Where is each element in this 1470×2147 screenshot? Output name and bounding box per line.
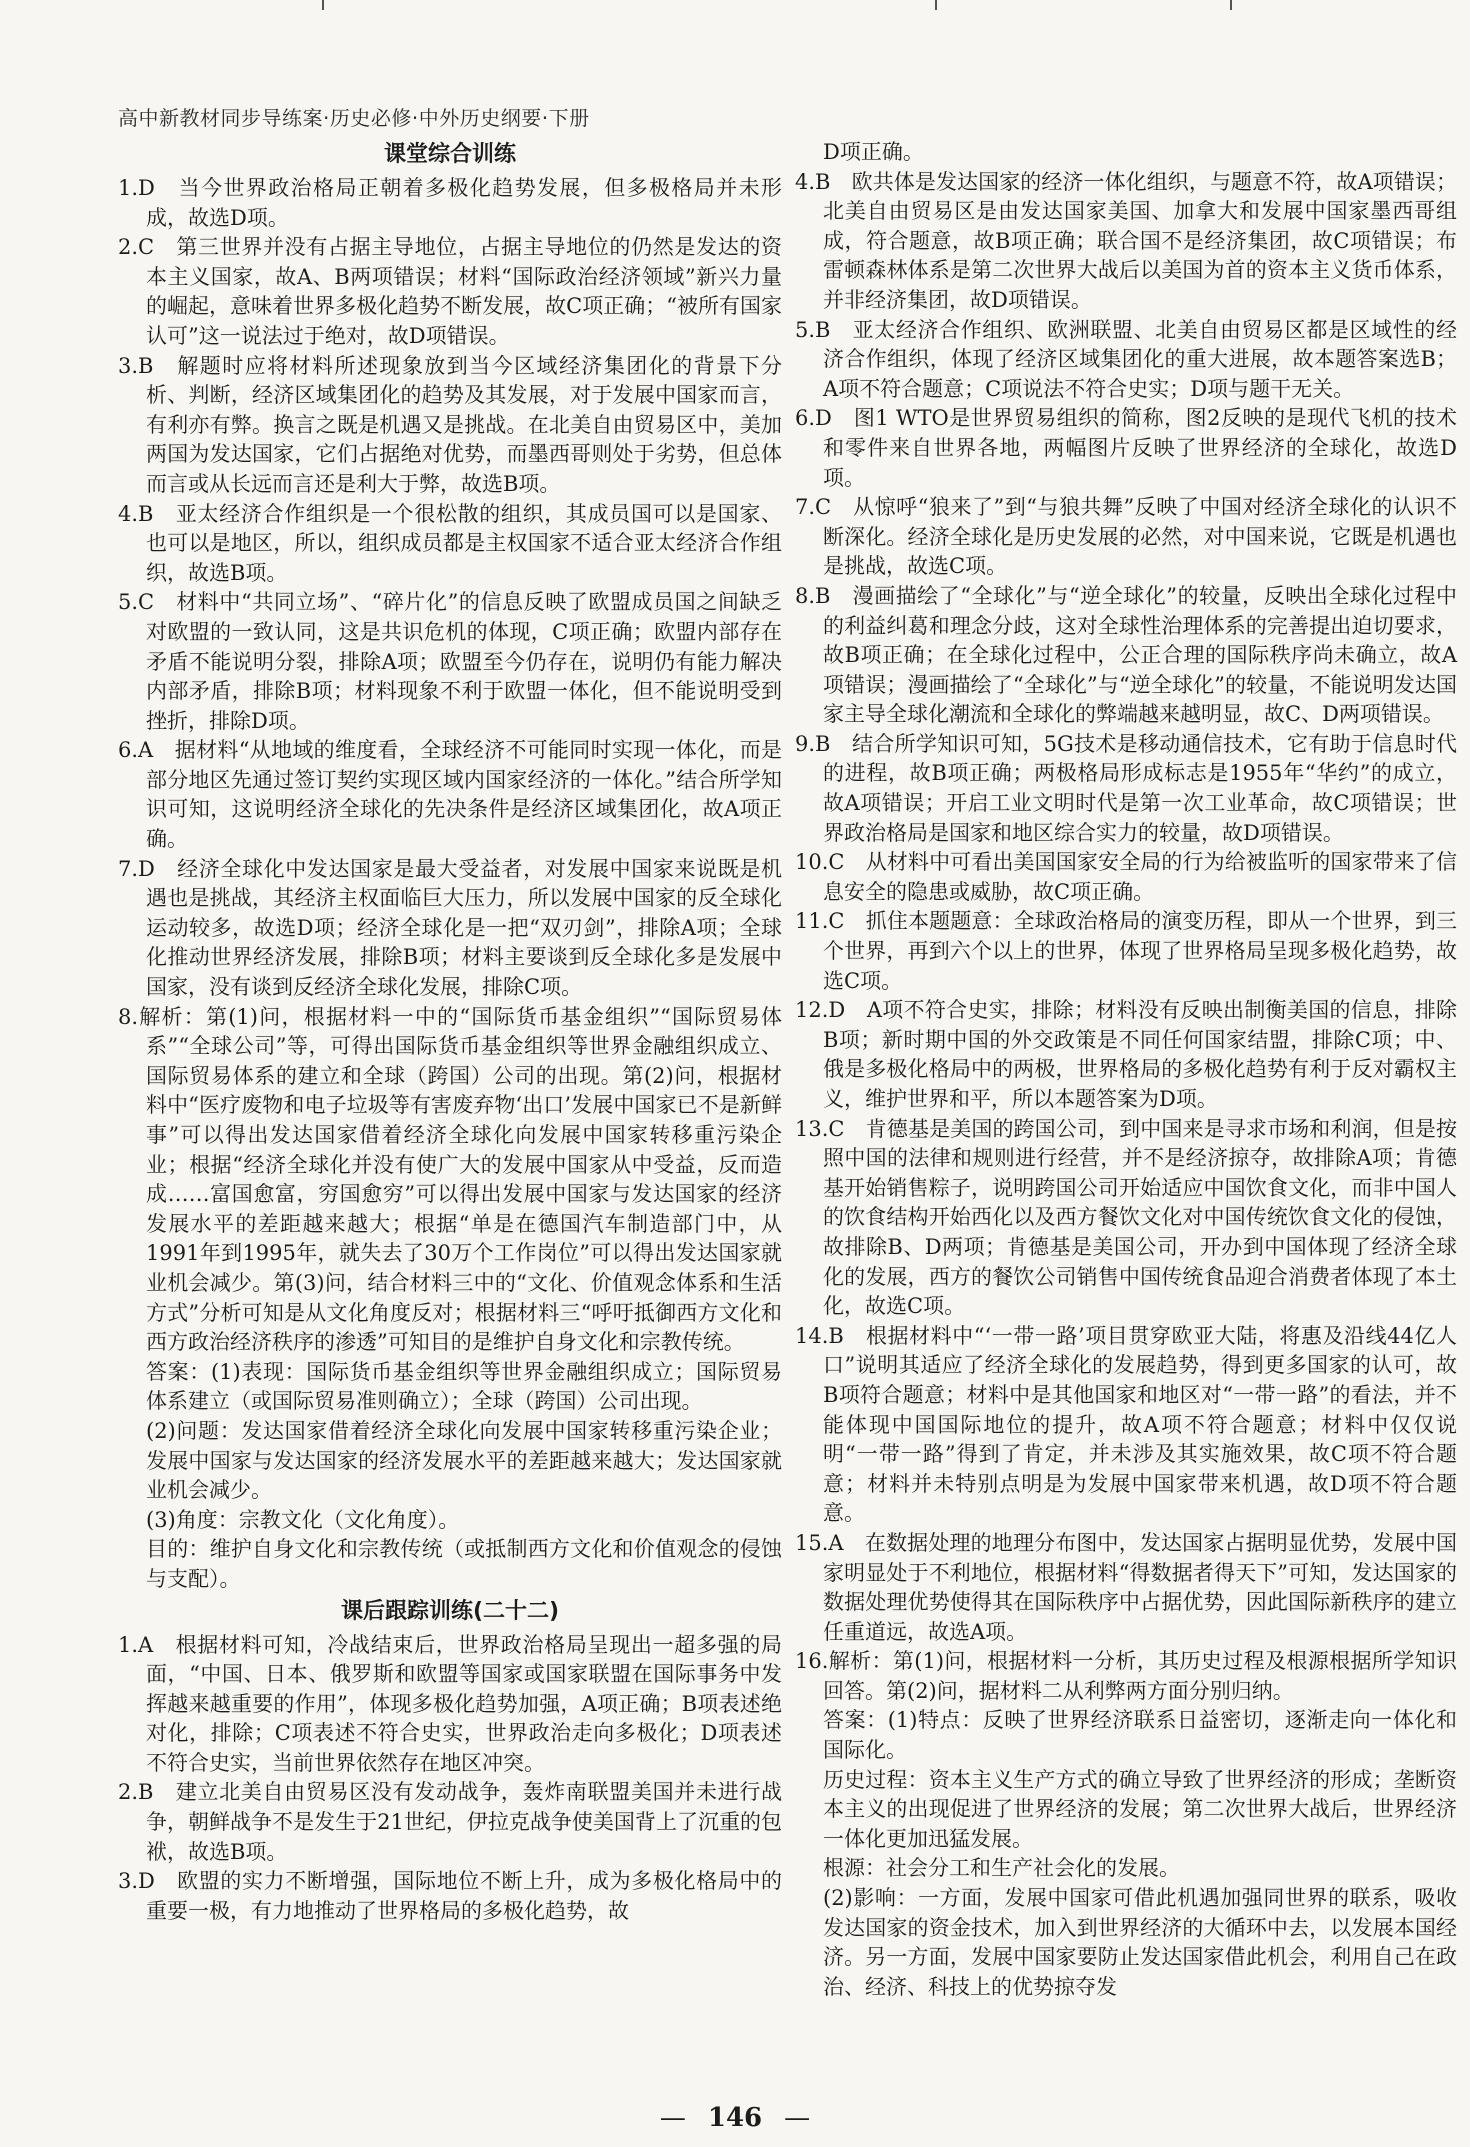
crop-mark: [322, 0, 324, 10]
answer-key: (2)问题：发达国家借着经济全球化向发展中国家转移重污染企业；发展中国家与发达国家的经济发展水平的差距越来越大；发达国家就业机会减少。: [146, 1418, 782, 1503]
answer-item: 7.C 从惊呼“狼来了”到“与狼共舞”反映了中国对经济全球化的认识不断深化。经济全球化是历史发展的必然，对中国来说，它既是机遇也是挑战，故选C项。: [795, 495, 1457, 579]
answer-item: 3.B 解题时应将材料所述现象放到当今区域经济集团化的背景下分析、判断，经济区域集团化的趋势及其发展，对于发展中国家而言，有利亦有弊。换言之既是机遇又是挑战。在北美自由贸易区中，美加两国为发达国家，它们占据绝对优势，而墨西哥则处于劣势，但总体而言或从长远而言还是利大于弊，故选B项。: [118, 353, 782, 496]
answer-item: 7.D 经济全球化中发达国家是最大受益者，对发展中国家来说既是机遇也是挑战，其经济主权面临巨大压力，所以发展中国家的反全球化运动较多，故选D项；经济全球化是一把“双刃剑”，排除A项；全球化推动世界经济发展，排除B项；材料主要谈到反全球化多是发展中国家，没有谈到反经济全球化发展，排除C项。: [118, 856, 782, 1000]
answer-item: D项正确。: [823, 140, 924, 164]
answer-key: 历史过程：资本主义生产方式的确立导致了世界经济的形成；垄断资本主义的出现促进了世界经济的发展；第二次世界大战后，世界经济一体化更加迅猛发展。: [823, 1767, 1457, 1851]
section-title-homework: 课后跟踪训练(二十二): [340, 1598, 560, 1624]
answer-key: (2)影响：一方面，发展中国家可借此机遇加强同世界的联系，吸收发达国家的资金技术，加入到世界经济的大循环中去，以发展本国经济。另一方面，发展中国家要防止发达国家借此机会，利用自己在政治、经济、科技上的优势掠夺发: [823, 1886, 1457, 1999]
answer-item: 11.C 抓住本题题意：全球政治格局的演变历程，即从一个世界，到三个世界，再到六个以上的世界，体现了世界格局呈现多极化趋势，故选C项。: [795, 909, 1457, 993]
answer-item: 15.A 在数据处理的地理分布图中，发达国家占据明显优势，发展中国家明显处于不利地位，根据材料“得数据者得天下”可知，发达国家的数据处理优势使得其在国际秩序中占据优势，因此国际新秩序的建立任重道远，故选A项。: [795, 1530, 1457, 1644]
left-column: [118, 138, 782, 1926]
answer-item: 8.B 漫画描绘了“全球化”与“逆全球化”的较量，反映出全球化过程中的利益纠葛和理念分歧，这对全球性治理体系的完善提出迫切要求，故B项正确；在全球化过程中，公正合理的国际秩序尚未确立，故A项错误；漫画描绘了“全球化”与“逆全球化”的较量，不能说明发达国家主导全球化潮流和全球化的弊端越来越明显，故C、D两项错误。: [795, 583, 1457, 727]
answer-item: 13.C 肯德基是美国的跨国公司，到中国来是寻求市场和利润，但是按照中国的法律和规则进行经营，并不是经济掠夺，故排除A项；肯德基开始销售粽子，说明跨国公司开始适应中国饮食文化，而非中国人的饮食结构开始西化以及西方餐饮文化对中国传统饮食文化的侵蚀，故排除B、D两项；肯德基是美国公司，开办到中国体现了经济全球化的发展，西方的餐饮公司销售中国传统食品迎合消费者体现了本土化，故选C项。: [795, 1116, 1457, 1319]
answer-item: 1.A 根据材料可知，冷战结束后，世界政治格局呈现出一超多强的局面，“中国、日本、俄罗斯和欧盟等国家或国家联盟在国际事务中发挥越来越重要的作用”，体现多极化趋势加强，A项正确；B项表述绝对化，排除；C项表述不符合史实，世界政治走向多极化；D项表述不符合史实，当前世界依然存在地区冲突。: [118, 1632, 782, 1775]
dash-left: —: [659, 2103, 686, 2133]
answer-item: 2.C 第三世界并没有占据主导地位，占据主导地位的仍然是发达的资本主义国家，故A、B两项错误；材料“国际政治经济领域”新兴力量的崛起，意味着世界多极化趋势不断发展，故C项正确；“被所有国家认可”这一说法过于绝对，故D项错误。: [118, 235, 782, 348]
crop-mark: [935, 0, 937, 10]
answer-item: 6.D 图1 WTO是世界贸易组织的简称，图2反映的是现代飞机的技术和零件来自世界各地，两幅图片反映了世界经济的全球化，故选D项。: [795, 406, 1457, 490]
answer-item: 5.C 材料中“共同立场”、“碎片化”的信息反映了欧盟成员国之间缺乏对欧盟的一致认同，这是共识危机的体现，C项正确；欧盟内部存在矛盾不能说明分裂，排除A项；欧盟至今仍存在，说明仍有能力解决内部矛盾，排除B项；材料现象不利于欧盟一体化，但不能说明受到挫折，排除D项。: [118, 590, 782, 733]
section-title-classroom: 课堂综合训练: [383, 142, 516, 167]
running-header: 高中新教材同步导练案·历史必修·中外历史纲要·下册: [118, 106, 590, 130]
answer-key: 根源：社会分工和生产社会化的发展。: [823, 1856, 1180, 1881]
answer-item: 2.B 建立北美自由贸易区没有发动战争，轰炸南联盟美国并未进行战争，朝鲜战争不是发生于21世纪，伊拉克战争使美国背上了沉重的包袱，故选B项。: [118, 1780, 782, 1864]
answer-item: 10.C 从材料中可看出美国国家安全局的行为给被监听的国家带来了信息安全的隐患或威胁，故C项正确。: [795, 850, 1457, 904]
answer-key: 目的：维护自身文化和宗教传统（或抵制西方文化和价值观念的侵蚀与支配）。: [146, 1537, 782, 1591]
dash-right: —: [784, 2103, 811, 2133]
answer-item: 6.A 据材料“从地域的维度看，全球经济不可能同时实现一体化，而是部分地区先通过签订契约实现区域内国家经济的一体化。”结合所学知识可知，这说明经济全球化的先决条件是经济区域集团化，故A项正确。: [118, 738, 782, 852]
answer-item: 5.B 亚太经济合作组织、欧洲联盟、北美自由贸易区都是区域性的经济合作组织，体现了经济区域集团化的重大进展，故本题答案选B；A项不符合题意；C项说法不符合史实；D项与题干无关。: [795, 317, 1457, 401]
answer-key: (3)角度：宗教文化（文化角度）。: [146, 1507, 460, 1532]
answer-item: 14.B 根据材料中“‘一带一路’项目贯穿欧亚大陆，将惠及沿线44亿人口”说明其适应了经济全球化的发展趋势，得到更多国家的认可，故B项符合题意；材料中是其他国家和地区对“一带一路”的看法，并不能体现中国国际地位的提升，故A项不符合题意；材料中仅仅说明“一带一路”得到了肯定，并未涉及其实施效果，故C项不符合题意；材料并未特别点明是为发展中国家带来机遇，故D项不符合题意。: [795, 1323, 1457, 1526]
answer-item: 8.解析：第(1)问，根据材料一中的“国际货币基金组织”“国际贸易体系”“全球公司”等，可得出国际货币基金组织等世界金融组织成立、国际贸易体系的建立和全球（跨国）公司的出现。第(2)问，根据材料中“医疗废物和电子垃圾等有害废弃物‘出口’发展中国家已不是新鲜事”可以得出发达国家借着经济全球化向发展中国家转移重污染企业；根据“经济全球化并没有使广大的发展中国家从中受益，反而造成……富国愈富，穷国愈穷”可以得出发展中国家与发达国家的经济发展水平的差距越来越大；根据“单是在德国汽车制造部门中，从1991年到1995年，就失去了30万个工作岗位”可以得出发达国家就业机会减少。第(3)问，结合材料三中的“文化、价值观念体系和生活方式”分析可知是从文化角度反对；根据材料三“呼吁抵御西方文化和西方政治经济秩序的渗透”可知目的是维护自身文化和宗教传统。: [118, 1004, 782, 1355]
page-number: [0, 2103, 1470, 2133]
answer-item: 16.解析：第(1)问，根据材料一分析，其历史过程及根源根据所学知识回答。第(2)问，据材料二从利弊两方面分别归纳。: [795, 1649, 1457, 1703]
answer-item: 12.D A项不符合史实，排除；材料没有反映出制衡美国的信息，排除B项；新时期中国的外交政策是不同任何国家结盟，排除C项；中、俄是多极化格局中的两极，世界格局的多极化趋势有利于反对霸权主义，维护世界和平，所以本题答案为D项。: [795, 998, 1457, 1111]
answer-item: 3.D 欧盟的实力不断增强，国际地位不断上升，成为多极化格局中的重要一极，有力地推动了世界格局的多极化趋势，故: [118, 1869, 782, 1923]
answer-key: 答案：(1)表现：国际货币基金组织等世界金融组织成立；国际贸易体系建立（或国际贸易准则确立）；全球（跨国）公司出现。: [146, 1359, 782, 1414]
answer-item: 4.B 欧共体是发达国家的经济一体化组织，与题意不符，故A项错误；北美自由贸易区是由发达国家美国、加拿大和发展中国家墨西哥组成，符合题意，故B项正确；联合国不是经济集团，故C项错误；布雷顿森林体系是第二次世界大战后以美国为首的资本主义货币体系，并非经济集团，故D项错误。: [795, 169, 1457, 312]
answer-item: 4.B 亚太经济合作组织是一个很松散的组织，其成员国可以是国家、也可以是地区，所以，组织成员都是主权国家不适合亚太经济合作组织，故选B项。: [118, 501, 782, 585]
crop-mark: [1230, 0, 1232, 10]
answer-item: 9.B 结合所学知识可知，5G技术是移动通信技术，它有助于信息时代的进程，故B项正确；两极格局形成标志是1955年“华约”的成立，故A项错误；开启工业文明时代是第一次工业革命，故C项错误；世界政治格局是国家和地区综合实力的较量，故D项错误。: [795, 731, 1457, 845]
answer-item: 1.D 当今世界政治格局正朝着多极化趋势发展，但多极格局并未形成，故选D项。: [118, 176, 782, 230]
answer-key: 答案：(1)特点：反映了世界经济联系日益密切，逐渐走向一体化和国际化。: [823, 1708, 1457, 1763]
page-number-value: 146: [707, 2103, 763, 2133]
right-column: [795, 138, 1457, 2002]
